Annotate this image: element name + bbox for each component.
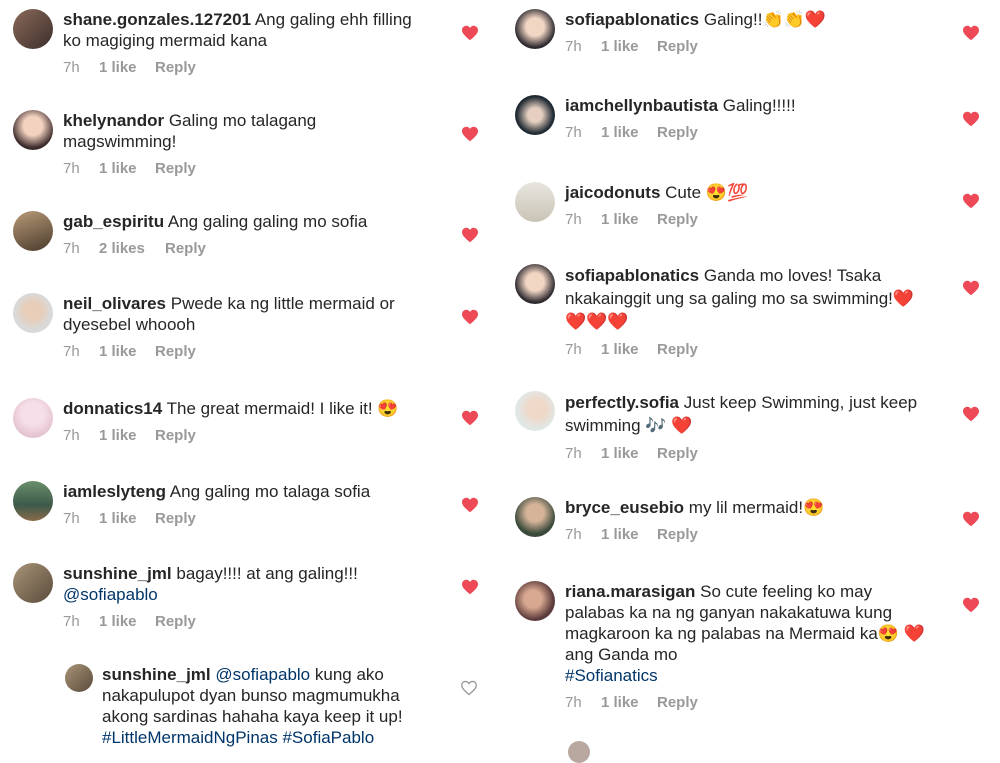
comment-username[interactable]: neil_olivares: [63, 294, 167, 313]
avatar[interactable]: [515, 391, 555, 431]
heart-icon[interactable]: [962, 111, 980, 127]
mention-link[interactable]: @sofiapablo: [215, 665, 311, 684]
comment-username[interactable]: iamchellynbautista: [565, 96, 719, 115]
mention-link[interactable]: @sofiapablo: [63, 585, 158, 604]
heart-icon[interactable]: [962, 597, 980, 613]
comment-likes[interactable]: 1 like: [99, 59, 137, 76]
comment-username[interactable]: sunshine_jml: [102, 665, 211, 684]
heart-outline-icon[interactable]: [460, 680, 478, 696]
reply-button[interactable]: Reply: [657, 341, 698, 358]
avatar[interactable]: [13, 481, 53, 521]
heart-icon[interactable]: [962, 25, 980, 41]
reply-button[interactable]: Reply: [657, 526, 698, 543]
comment-likes[interactable]: 1 like: [99, 427, 137, 444]
comment-time: 7h: [565, 526, 582, 543]
comment-username[interactable]: gab_espiritu: [63, 212, 165, 231]
avatar[interactable]: [65, 664, 93, 692]
reply-button[interactable]: Reply: [657, 694, 698, 711]
comment-likes[interactable]: 1 like: [601, 341, 639, 358]
heart-icon[interactable]: [461, 227, 479, 243]
comment-text: Galing mo talagang magswimming!: [63, 111, 317, 151]
heart-icon[interactable]: [461, 579, 479, 595]
avatar[interactable]: [515, 264, 555, 304]
comment-text: kung ako nakapulupot dyan bunso magmumukha akong sardinas hahaha kaya keep it up!: [102, 665, 403, 726]
comment-time: 7h: [63, 160, 80, 177]
comment-username[interactable]: jaicodonuts: [565, 183, 661, 202]
avatar[interactable]: [515, 581, 555, 621]
heart-icon[interactable]: [962, 280, 980, 296]
comment-username[interactable]: sofiapablonatics: [565, 10, 700, 29]
comment-time: 7h: [565, 124, 582, 141]
comment-likes[interactable]: 1 like: [601, 124, 639, 141]
heart-icon[interactable]: [962, 193, 980, 209]
comment-likes[interactable]: 1 like: [99, 343, 137, 360]
heart-icon[interactable]: [461, 410, 479, 426]
comment-time: 7h: [63, 343, 80, 360]
reply-button[interactable]: Reply: [155, 160, 196, 177]
reply-button[interactable]: Reply: [657, 124, 698, 141]
avatar[interactable]: [515, 182, 555, 222]
comment-username[interactable]: sofiapablonatics: [565, 266, 700, 285]
comment-text: my lil mermaid!😍: [688, 498, 825, 517]
comment-username[interactable]: iamleslyteng: [63, 482, 166, 501]
avatar[interactable]: [13, 211, 53, 251]
comment-time: 7h: [63, 613, 80, 630]
avatar[interactable]: [515, 497, 555, 537]
comment-time: 7h: [565, 445, 582, 462]
reply-button[interactable]: Reply: [155, 510, 196, 527]
comment-username[interactable]: bryce_eusebio: [565, 498, 685, 517]
avatar[interactable]: [13, 563, 53, 603]
comment-time: 7h: [565, 694, 582, 711]
comment-likes[interactable]: 1 like: [601, 694, 639, 711]
comment-username[interactable]: donnatics14: [63, 399, 163, 418]
comment-text: Ang galing mo talaga sofia: [169, 482, 371, 501]
comment-time: 7h: [63, 59, 80, 76]
heart-icon[interactable]: [461, 309, 479, 325]
comment-likes[interactable]: 1 like: [601, 38, 639, 55]
comment-text: Ganda mo loves! Tsaka nkakainggit ung sa galing mo sa swimming!❤️ ❤️❤️❤️: [565, 266, 915, 331]
comment-likes[interactable]: 1 like: [99, 510, 137, 527]
reply-button[interactable]: Reply: [657, 38, 698, 55]
heart-icon[interactable]: [461, 497, 479, 513]
heart-icon[interactable]: [461, 25, 479, 41]
comment-time: 7h: [565, 211, 582, 228]
comment-username[interactable]: riana.marasigan: [565, 582, 696, 601]
reply-button[interactable]: Reply: [155, 59, 196, 76]
comment-text: Ang galing ehh filling ko magiging mermaid kana: [63, 10, 412, 50]
comment-text: Galing!!👏👏❤️: [703, 10, 826, 29]
comment-text: The great mermaid! I like it! 😍: [166, 399, 399, 418]
reply-button[interactable]: Reply: [155, 343, 196, 360]
comment-likes[interactable]: 1 like: [601, 445, 639, 462]
comment-text: Pwede ka ng little mermaid or dyesebel whoooh: [63, 294, 395, 334]
reply-button[interactable]: Reply: [657, 445, 698, 462]
comment-likes[interactable]: 2 likes: [99, 240, 145, 257]
comment-username[interactable]: shane.gonzales.127201: [63, 10, 252, 29]
comment-likes[interactable]: 1 like: [601, 211, 639, 228]
comment-text: bagay!!!! at ang galing!!!: [176, 564, 358, 583]
comment-time: 7h: [63, 240, 80, 257]
comment-likes[interactable]: 1 like: [99, 613, 137, 630]
reply-button[interactable]: Reply: [657, 211, 698, 228]
comment-username[interactable]: khelynandor: [63, 111, 165, 130]
comment-time: 7h: [63, 427, 80, 444]
comment-username[interactable]: sunshine_jml: [63, 564, 172, 583]
avatar[interactable]: [13, 9, 53, 49]
heart-icon[interactable]: [962, 406, 980, 422]
avatar[interactable]: [515, 95, 555, 135]
heart-icon[interactable]: [962, 511, 980, 527]
comment-likes[interactable]: 1 like: [601, 526, 639, 543]
comment-text: So cute feeling ko may palabas ka na ng ganyan nakakatuwa kung magkaroon ka ng palabas na Mermaid ka😍 ❤️ ang Ganda mo: [565, 582, 925, 664]
avatar[interactable]: [13, 110, 53, 150]
comment-username[interactable]: perfectly.sofia: [565, 393, 680, 412]
heart-icon[interactable]: [461, 126, 479, 142]
reply-button[interactable]: Reply: [155, 427, 196, 444]
comment-text: Galing!!!!!: [722, 96, 796, 115]
hashtag-link[interactable]: #LittleMermaidNgPinas #SofiaPablo: [102, 728, 375, 747]
avatar[interactable]: [13, 398, 53, 438]
avatar[interactable]: [515, 9, 555, 49]
reply-button[interactable]: Reply: [155, 613, 196, 630]
comment-text: Ang galing galing mo sofia: [167, 212, 368, 231]
hashtag-link[interactable]: #Sofianatics: [565, 666, 658, 685]
comment-time: 7h: [565, 341, 582, 358]
comment-time: 7h: [63, 510, 80, 527]
comment-text: Just keep Swimming, just keep swimming 🎶 ❤️: [565, 393, 918, 435]
comment-time: 7h: [565, 38, 582, 55]
avatar[interactable]: [13, 293, 53, 333]
reply-button[interactable]: Reply: [165, 240, 206, 257]
comment-text: Cute 😍💯: [665, 183, 749, 202]
avatar[interactable]: [568, 741, 590, 763]
comment-likes[interactable]: 1 like: [99, 160, 137, 177]
